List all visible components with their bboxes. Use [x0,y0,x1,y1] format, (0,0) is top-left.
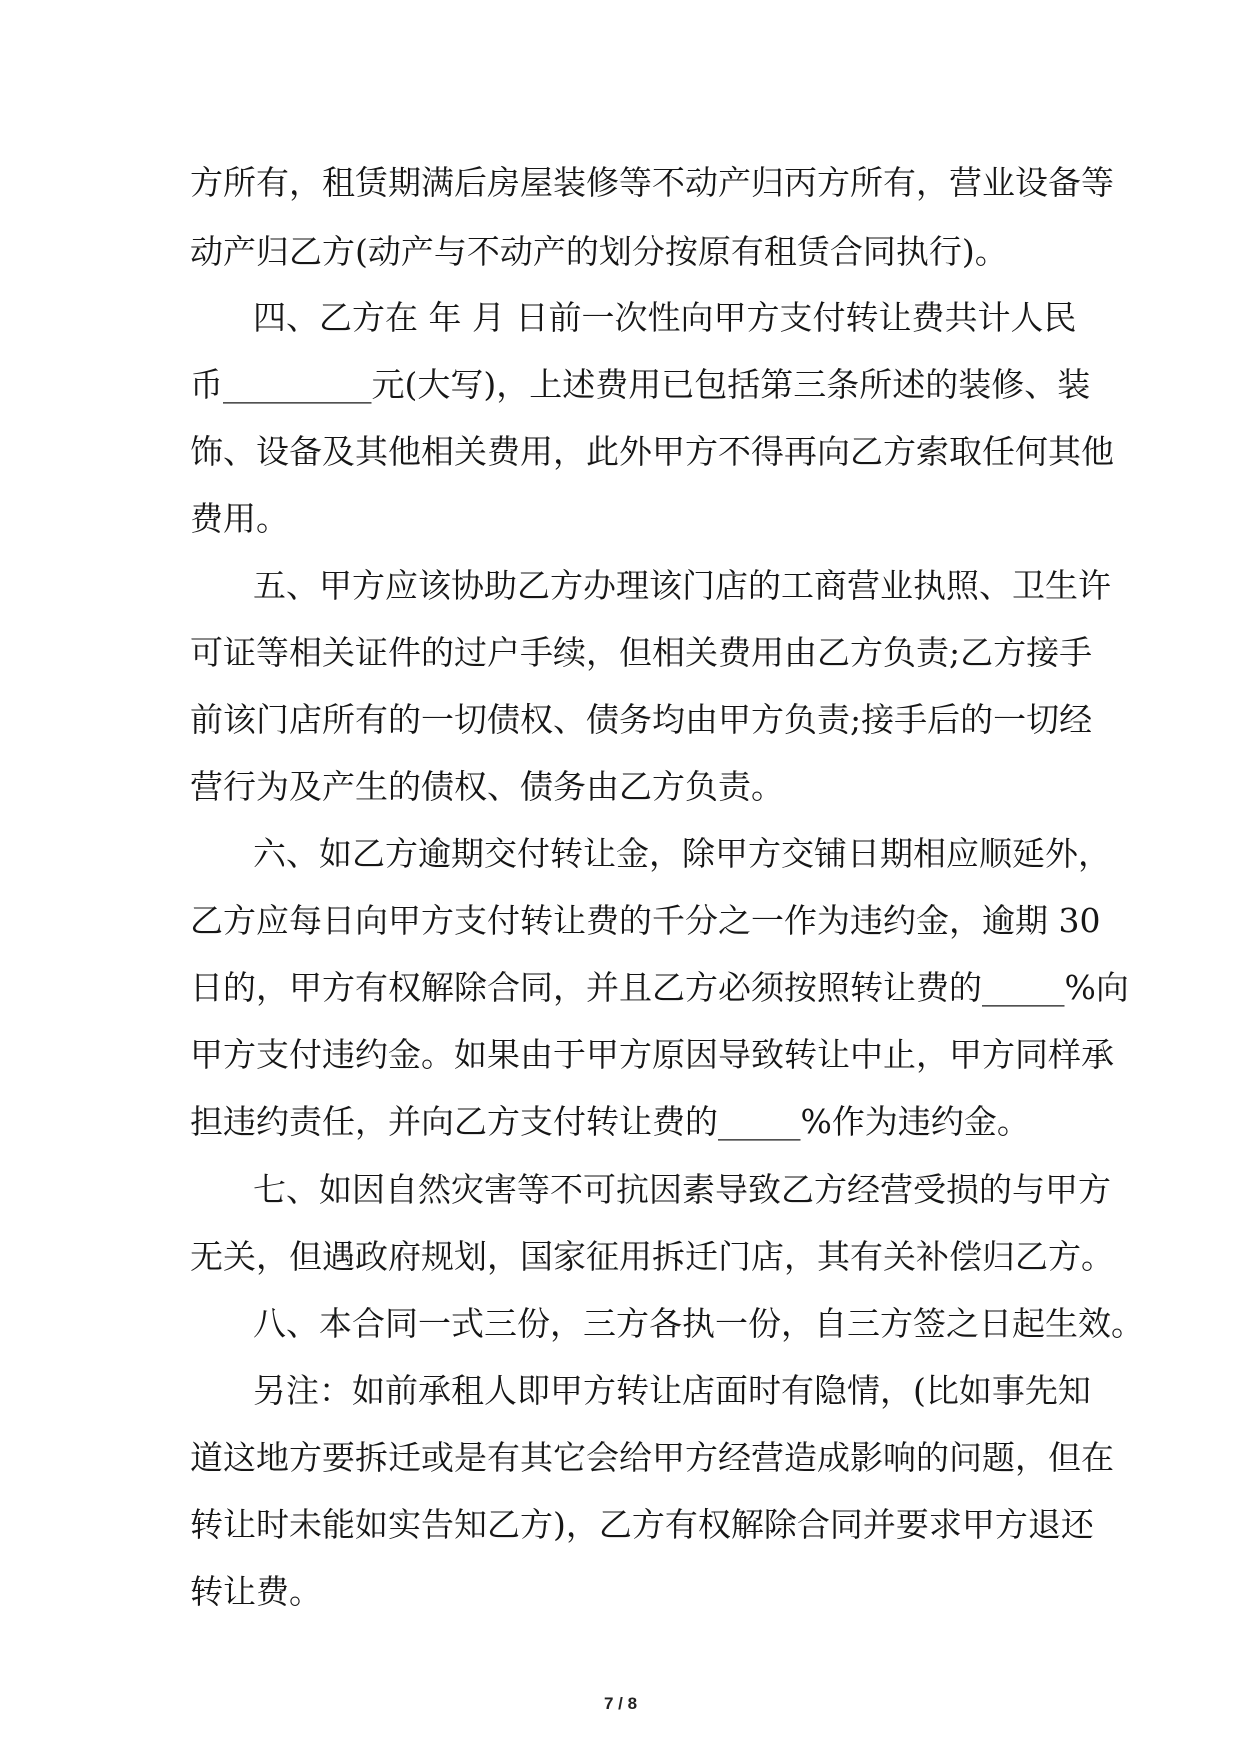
clause-8: 八、本合同一式三份，三方各执一份，自三方签之日起生效。 [253,1304,1144,1343]
text-line: 前该门店所有的一切债权、债务均由甲方负责;接手后的一切经 [190,700,1093,739]
text-line: 担违约责任，并向乙方支付转让费的_____%作为违约金。 [190,1102,1030,1141]
text-line: 方所有，租赁期满后房屋装修等不动产归丙方所有，营业设备等 [190,163,1114,202]
text-line: 动产归乙方(动产与不动产的划分按原有租赁合同执行)。 [190,232,1008,271]
clause-6-start: 六、如乙方逾期交付转让金，除甲方交铺日期相应顺延外， [253,834,1111,873]
text-line: 币_________元(大写)，上述费用已包括第三条所述的装修、装 [190,365,1091,404]
clause-4-start: 四、乙方在 年 月 日前一次性向甲方支付转让费共计人民 [253,298,1077,337]
text-line: 日的，甲方有权解除合同，并且乙方必须按照转让费的_____%向 [190,968,1129,1007]
clause-7-start: 七、如因自然灾害等不可抗因素导致乙方经营受损的与甲方 [253,1170,1111,1209]
text-line: 乙方应每日向甲方支付转让费的千分之一作为违约金，逾期 30 [190,901,1101,940]
text-line: 无关，但遇政府规划，国家征用拆迁门店，其有关补偿归乙方。 [190,1237,1114,1276]
note-start: 另注：如前承租人即甲方转让店面时有隐情，(比如事先知 [253,1371,1091,1410]
clause-5-start: 五、甲方应该协助乙方办理该门店的工商营业执照、卫生许 [253,566,1111,605]
text-line: 饰、设备及其他相关费用，此外甲方不得再向乙方索取任何其他 [190,432,1114,471]
text-line: 甲方支付违约金。如果由于甲方原因导致转让中止，甲方同样承 [190,1035,1114,1074]
text-line: 费用。 [190,499,289,538]
page-number: 7 / 8 [603,1694,638,1713]
text-line: 道这地方要拆迁或是有其它会给甲方经营造成影响的问题，但在 [190,1438,1114,1477]
text-line: 转让时未能如实告知乙方)，乙方有权解除合同并要求甲方退还 [190,1505,1094,1544]
text-line: 可证等相关证件的过户手续，但相关费用由乙方负责;乙方接手 [190,633,1093,672]
text-line: 营行为及产生的债权、债务由乙方负责。 [190,767,784,806]
text-line: 转让费。 [190,1572,322,1611]
